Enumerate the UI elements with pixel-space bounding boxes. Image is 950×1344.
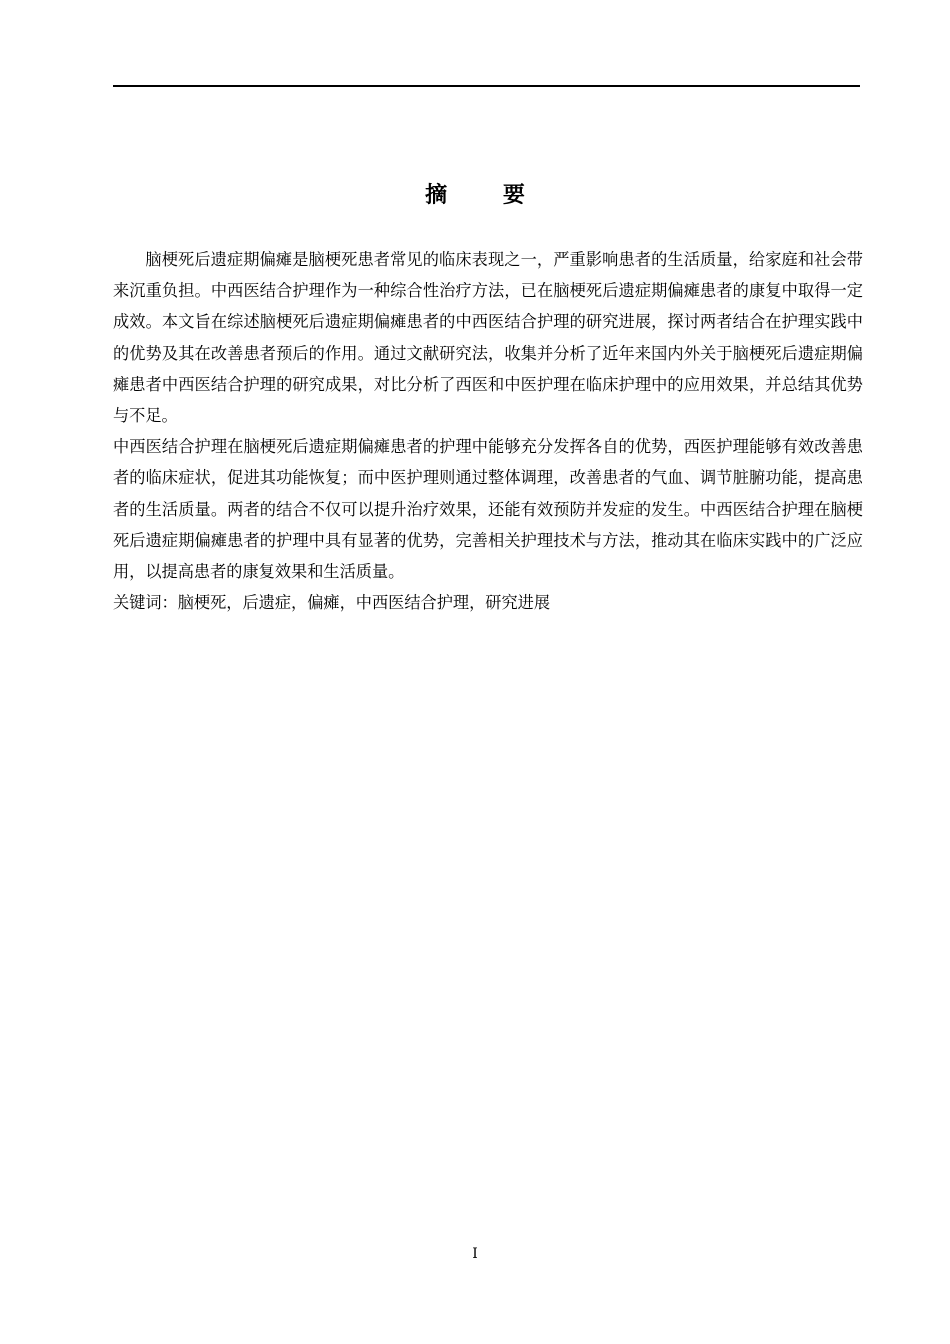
abstract-body: [113, 244, 863, 618]
page-title: 摘 要: [425, 183, 549, 208]
abstract-paragraph-1: 脑梗死后遗症期偏瘫是脑梗死患者常见的临床表现之一，严重影响患者的生活质量，给家庭和社会带来沉重负担。中西医结合护理作为一种综合性治疗方法，已在脑梗死后遗症期偏瘫患者的康复中取得一定成效。本文旨在综述脑梗死后遗症期偏瘫患者的中西医结合护理的研究进展，探讨两者结合在护理实践中的优势及其在改善患者预后的作用。通过文献研究法，收集并分析了近年来国内外关于脑梗死后遗症期偏瘫患者中西医结合护理的研究成果，对比分析了西医和中医护理在临床护理中的应用效果，并总结其优势与不足。: [113, 250, 863, 426]
keywords-text: 脑梗死，后遗症，偏瘫，中西医结合护理，研究进展: [177, 593, 551, 613]
keywords-label: 关键词：: [113, 593, 178, 613]
page-number: I: [472, 1246, 478, 1262]
abstract-paragraph-2: 中西医结合护理在脑梗死后遗症期偏瘫患者的护理中能够充分发挥各自的优势，西医护理能够有效改善患者的临床症状，促进其功能恢复；而中医护理则通过整体调理，改善患者的气血、调节脏腑功能，提高患者的生活质量。两者的结合不仅可以提升治疗效果，还能有效预防并发症的发生。中西医结合护理在脑梗死后遗症期偏瘫患者的护理中具有显著的优势，完善相关护理技术与方法，推动其在临床实践中的广泛应用，以提高患者的康复效果和生活质量。: [113, 437, 863, 582]
header-rule: [113, 85, 860, 87]
keywords-line: [113, 587, 863, 618]
